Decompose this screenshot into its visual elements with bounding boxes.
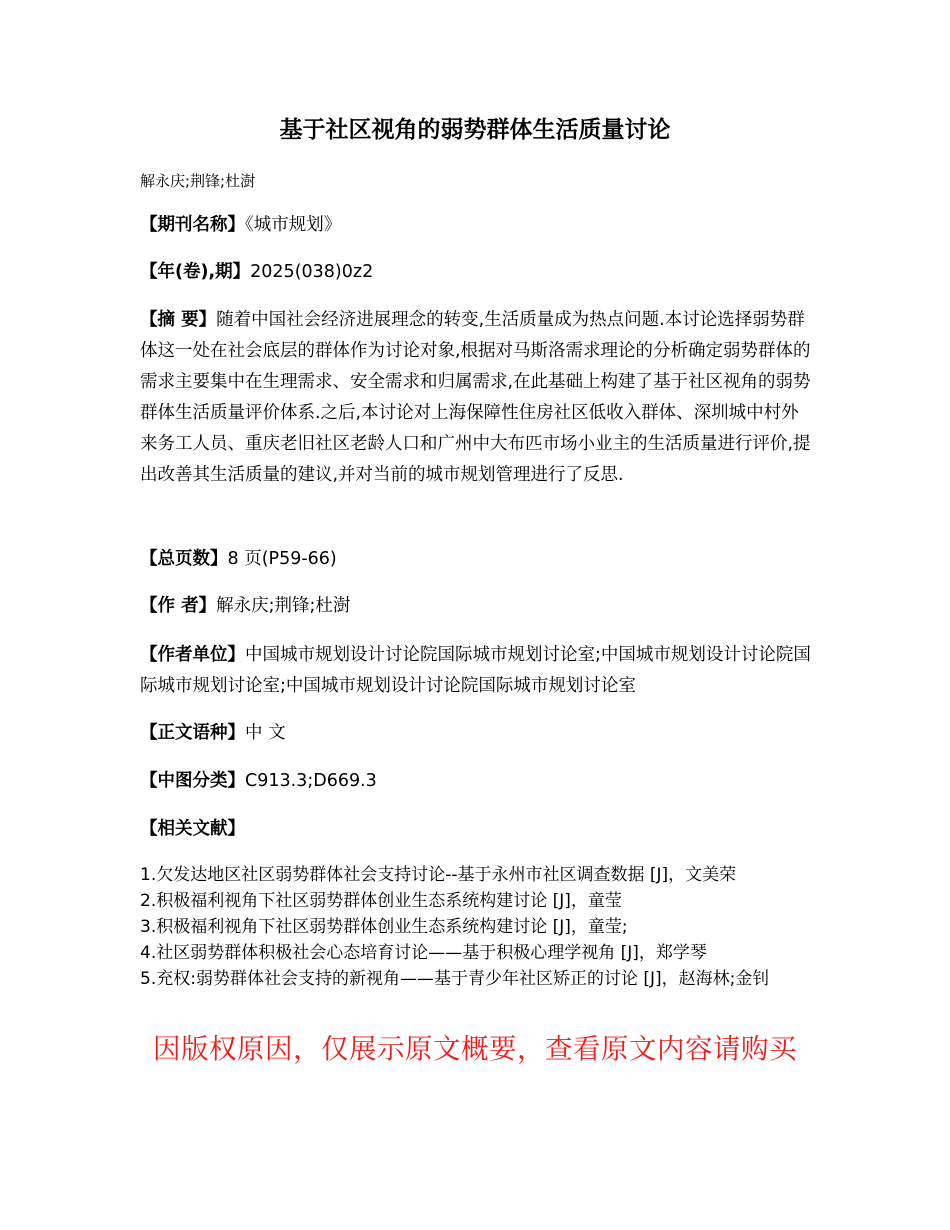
- field-abstract: [140, 305, 815, 491]
- field-label: 【期刊名称】: [140, 215, 245, 235]
- field-value: 解永庆;荆锋;杜澍: [216, 596, 351, 616]
- field-value: C913.3;D669.3: [245, 771, 377, 791]
- field-label: 【作 者】: [140, 596, 217, 616]
- abstract-text: 随着中国社会经济进展理念的转变,生活质量成为热点问题.本讨论选择弱势群体这一处在社会底层的群体作为讨论对象,根据对马斯洛需求理论的分析确定弱势群体的需求主要集中在生理需求、安全需求和归属需求,在此基础上构建了基于社区视角的弱势群体生活质量评价体系.之后,本讨论对上海保障性住房社区低收入群体、深圳城中村外来务工人员、重庆老旧社区老龄人口和广州中大布匹市场小业主的生活质量进行评价,提出改善其生活质量的建议,并对当前的城市规划管理进行了反思.: [140, 310, 811, 485]
- field-label: 【年(卷),期】: [140, 262, 251, 282]
- field-language: [140, 718, 815, 749]
- field-issue: [140, 257, 815, 288]
- field-label: 【总页数】: [140, 549, 228, 569]
- references-list: [140, 862, 820, 992]
- field-affiliation: [140, 640, 815, 702]
- field-label: 【作者单位】: [140, 645, 245, 665]
- field-label: 【中图分类】: [140, 771, 245, 791]
- field-author: [140, 591, 815, 622]
- reference-item[interactable]: 1.欠发达地区社区弱势群体社会支持讨论--基于永州市社区调查数据 [J]，文美荣: [140, 865, 737, 885]
- field-journal: [140, 210, 815, 241]
- field-label: 【正文语种】: [140, 723, 245, 743]
- field-label: 【相关文献】: [140, 819, 245, 839]
- field-value: 中国城市规划设计讨论院国际城市规划讨论室;中国城市规划设计讨论院国际城市规划讨论室;中国城市规划设计讨论院国际城市规划讨论室: [140, 645, 811, 696]
- authors-line: 解永庆;荆锋;杜澍: [140, 172, 256, 190]
- field-classification: [140, 766, 815, 797]
- field-value: 中 文: [245, 723, 286, 743]
- field-label: 【摘 要】: [140, 310, 217, 330]
- field-related: [140, 814, 815, 845]
- field-pages: [140, 544, 815, 575]
- field-value: 2025(038)0z2: [250, 262, 374, 282]
- field-value: 8 页(P59-66): [227, 549, 337, 569]
- reference-item[interactable]: 3.积极福利视角下社区弱势群体创业生态系统构建讨论 [J]，童莹;: [140, 917, 628, 937]
- field-value: 《城市规划》: [245, 215, 342, 235]
- reference-item[interactable]: 4.社区弱势群体积极社会心态培育讨论——基于积极心理学视角 [J]，郑学琴: [140, 943, 707, 963]
- reference-item[interactable]: 5.充权:弱势群体社会支持的新视角——基于青少年社区矫正的讨论 [J]，赵海林;金钊: [140, 969, 770, 989]
- document-title: 基于社区视角的弱势群体生活质量讨论: [279, 117, 671, 143]
- copyright-notice: 因版权原因，仅展示原文概要，查看原文内容请购买: [153, 1033, 797, 1065]
- reference-item[interactable]: 2.积极福利视角下社区弱势群体创业生态系统构建讨论 [J]，童莹: [140, 891, 622, 911]
